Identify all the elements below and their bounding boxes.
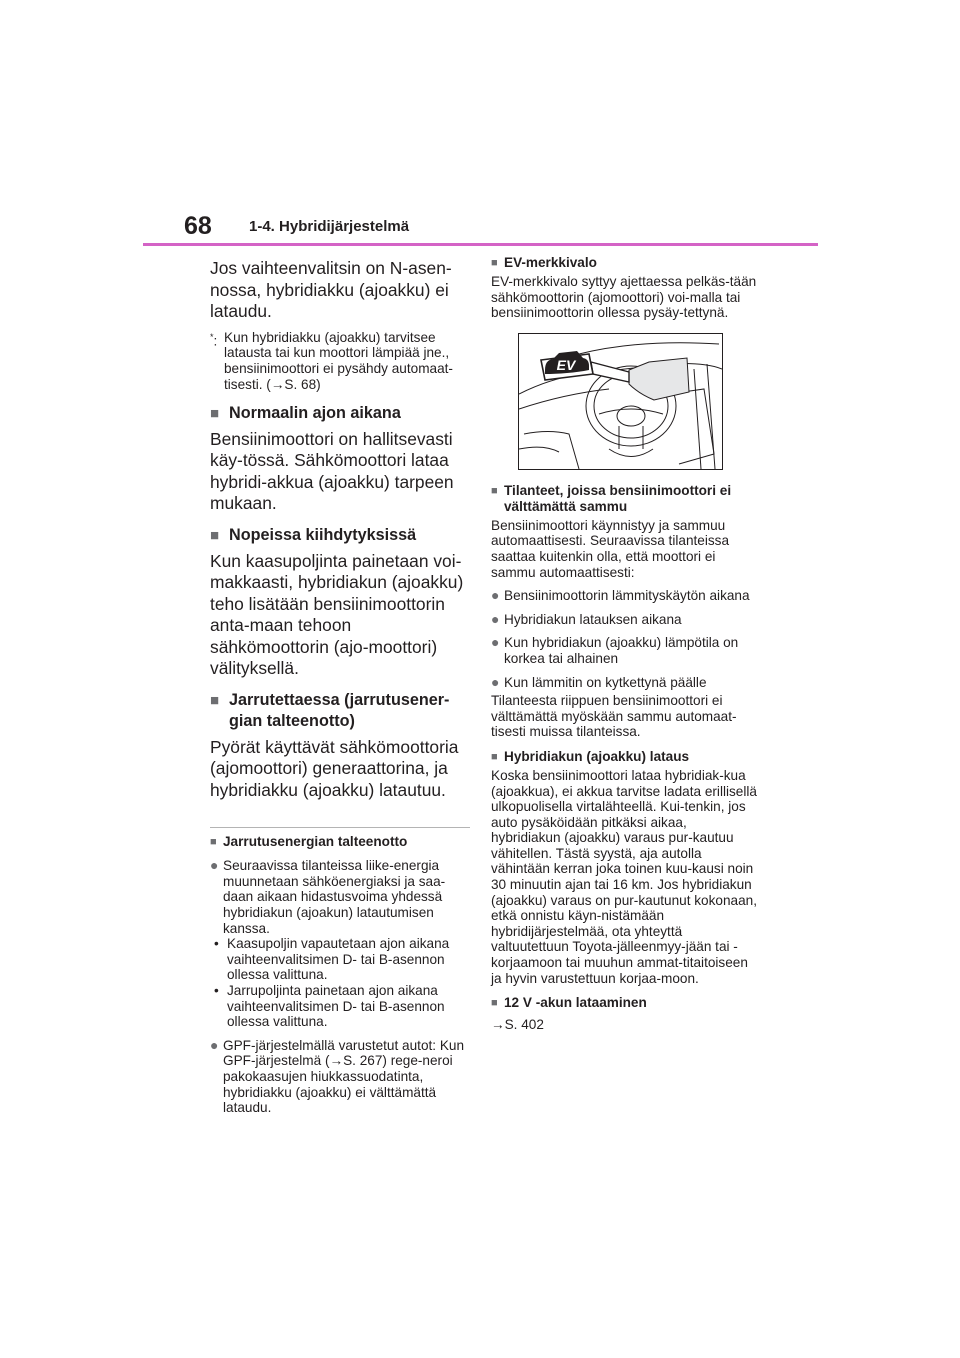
- heading-engine-may-not-stop: ■ Tilanteet, joissa bensiinimoottori ei välttämättä sammu: [491, 482, 732, 514]
- heading-regenerative-braking: ■ Jarrutusenergian talteenotto: [210, 834, 408, 850]
- square-bullet-icon: ■: [210, 526, 220, 544]
- steering-wheel-drawing: [519, 334, 722, 469]
- arrow-icon: →: [491, 1017, 505, 1033]
- list-item: ● Kun lämmitin on kytkettynä päälle: [491, 673, 707, 690]
- square-bullet-icon: ■: [491, 257, 498, 269]
- right-column: [491, 255, 759, 1033]
- circle-bullet-icon: ●: [491, 634, 500, 651]
- list-item: ● Bensiinimoottorin lämmityskäytön aikana: [491, 587, 750, 604]
- dot-bullet-icon: •: [214, 982, 219, 998]
- section-divider: [210, 827, 470, 828]
- after-bullets-text: Tilanteesta riippuen bensiinimoottori ei välttämättä myöskään sammu automaat-tisesti muissa tilanteissa.: [491, 693, 737, 740]
- arrow-icon: →: [329, 1053, 344, 1069]
- left-column: [210, 258, 470, 1116]
- ev-indicator-text: EV-merkkivalo syttyy ajettaessa pelkäs-tään sähkömoottorin (ajomoottori) voi-malla tai bensiinimoottorin ollessa pysäy-tettynä.: [491, 274, 757, 321]
- heading-ev-indicator: ■ EV-merkkivalo: [491, 255, 597, 270]
- braking-text: Pyörät käyttävät sähkömoottoria (ajomoottori) generaattorina, ja hybridiakku (ajoakku) latautuu.: [210, 736, 459, 800]
- heading-braking: ■ Jarrutettaessa (jarrutusener-gian talteenotto): [210, 690, 450, 730]
- circle-bullet-icon: ●: [491, 587, 500, 604]
- sub-list-item: • Kaasupoljin vapautetaan ajon aikana vaihteenvalitsimen D- tai B-asennon ollessa valittuna.: [214, 936, 450, 983]
- square-bullet-icon: ■: [210, 404, 220, 422]
- heading-fast-acceleration: ■ Nopeissa kiihdytyksissä: [210, 525, 417, 544]
- hybrid-battery-charging-text: Koska bensiinimoottori lataa hybridiak-kua (ajoakkua), ei akkua tarvitse ladata erillisellä ulkopuolisella virtalähteellä. Kui-tenkin, jos auto pysäköidään pitkäksi aikaa, hybridiakun (ajoakku) varaus pur-kautuu vähitellen. Tästä syystä, aja autolla vähintään kerran joka toinen kuu-kausi noin 30 minuutin ajan tai 16 km. Jos hybridiakun (ajoakku) varaus on pur-kautunut kokonaan, etkä onnistu käyn-nistämään hybridijärjestelmää, ota yhteyttä valtuutettuun Toyota-jälleenmyy-jään tai -korjaamoon tai muuhun ammat-titaitoiseen ja hyvin varustettuun korjaa-moon.: [491, 767, 757, 986]
- circle-bullet-icon: ●: [491, 673, 500, 690]
- circle-bullet-icon: ●: [210, 1036, 219, 1053]
- engine-may-not-stop-text: Bensiinimoottori käynnistyy ja sammuu automaattisesti. Seuraavissa tilanteissa saattaa kuitenkin olla, että moottori ei sammu automaattisesti:: [491, 517, 730, 580]
- square-bullet-icon: ■: [491, 997, 498, 1010]
- footnote-text: Kun hybridiakku (ajoakku) tarvitsee latausta tai kun moottori lämpiää jne., bensiinimoottori ei pysähdy automaat-tisesti. (→S. 68): [224, 329, 453, 392]
- square-bullet-icon: ■: [491, 484, 498, 497]
- square-bullet-icon: ■: [491, 750, 498, 763]
- page-number: 68: [184, 212, 212, 240]
- header-rule: [143, 243, 818, 246]
- footnote-ref[interactable]: S. 68): [284, 376, 321, 392]
- list-item: ● Kun hybridiakun (ajoakku) lämpötila on korkea tai alhainen: [491, 634, 739, 666]
- arrow-icon: →: [270, 376, 285, 392]
- sub-list-item: • Jarrupoljinta painetaan ajon aikana vaihteenvalitsimen D- tai B-asennon ollessa valittuna.: [214, 982, 445, 1030]
- circle-bullet-icon: ●: [210, 857, 219, 874]
- intro-text: Jos vaihteenvalitsin on N-asen-nossa, hybridiakku (ajoakku) ei lataudu.: [210, 258, 452, 321]
- list-item: ● Hybridiakun latauksen aikana: [491, 610, 682, 627]
- square-bullet-icon: ■: [210, 691, 220, 709]
- list-item: ● Seuraavissa tilanteissa liike-energia muunnetaan sähköenergiaksi ja saa-daan aikaan hidastusvoima yhdessä hybridiakun (ajoakun) latautumisen kanssa.: [210, 857, 446, 936]
- ev-icon: EV: [556, 356, 576, 373]
- dashboard-illustration: [518, 333, 723, 470]
- section-title: 1-4. Hybridijärjestelmä: [249, 218, 410, 235]
- heading-normal-driving: ■ Normaalin ajon aikana: [210, 403, 401, 422]
- fast-acceleration-text: Kun kaasupoljinta painetaan voi-makkaasti, hybridiakun (ajoakku) teho lisätään bensiinimoottorin anta-maan tehoon sähkömoottorin (ajo-moottori) välityksellä.: [210, 550, 464, 679]
- footnote: [210, 330, 470, 393]
- circle-bullet-icon: ●: [491, 610, 500, 627]
- list-item: ● GPF-järjestelmällä varustetut autot: Kun GPF-järjestelmä (→S. 267) rege-neroi pakokaasujen hiukkassuodatinta, hybridiakku (ajoakku) ei välttämättä lataudu.: [210, 1036, 465, 1116]
- heading-hybrid-battery-charging: ■ Hybridiakun (ajoakku) lataus: [491, 748, 690, 764]
- footnote-mark: *:: [210, 331, 218, 349]
- dot-bullet-icon: •: [214, 936, 219, 952]
- square-bullet-icon: ■: [210, 836, 217, 849]
- heading-12v-battery: ■ 12 V -akun lataaminen: [491, 995, 647, 1011]
- 12v-battery-ref[interactable]: →S. 402: [491, 1017, 544, 1033]
- normal-driving-text: Bensiinimoottori on hallitsevasti käy-tössä. Sähkömoottori lataa hybridi-akkua (ajoakku) tarpeen mukaan.: [210, 428, 454, 514]
